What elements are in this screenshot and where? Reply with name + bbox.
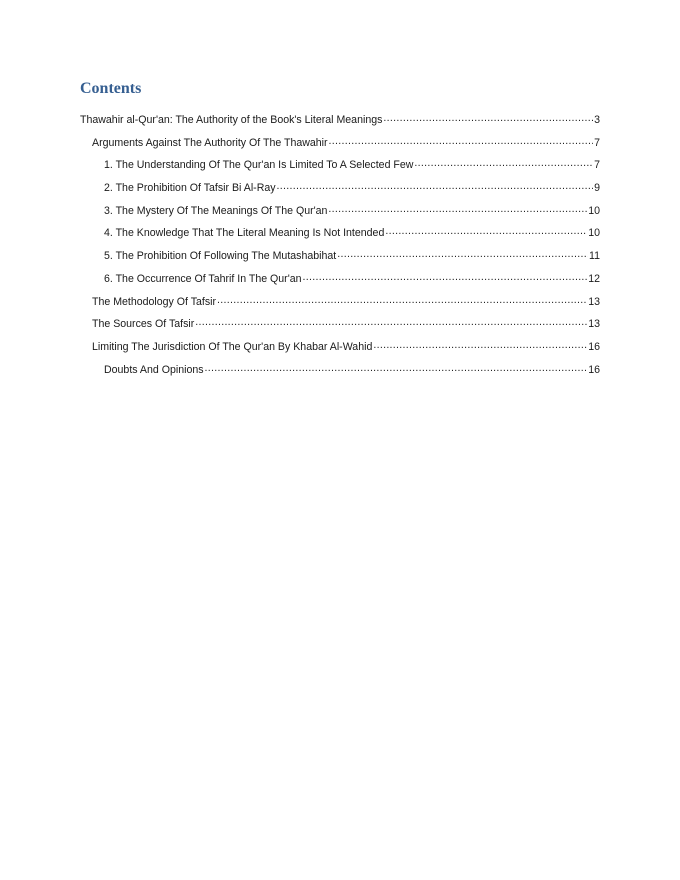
toc-entry[interactable] bbox=[80, 317, 600, 340]
toc-dot-leader bbox=[328, 204, 587, 214]
toc-page-number: 12 bbox=[588, 272, 600, 285]
toc-dot-leader bbox=[303, 272, 588, 282]
toc-entry[interactable] bbox=[80, 113, 600, 136]
toc-page-number: 7 bbox=[594, 136, 600, 149]
toc-page-number: 9 bbox=[594, 182, 600, 195]
toc-entry[interactable] bbox=[80, 295, 600, 318]
toc-entry-title: Doubts And Opinions bbox=[104, 363, 204, 376]
toc-heading: Contents bbox=[80, 80, 142, 97]
toc-page-number: 10 bbox=[588, 227, 600, 240]
toc-page-number: 16 bbox=[588, 363, 600, 376]
toc-entry-title: Thawahir al-Qur'an: The Authority of the Book's Literal Meanings bbox=[80, 114, 383, 126]
toc-entry-title: 4. The Knowledge That The Literal Meaning Is Not Intended bbox=[104, 227, 385, 240]
toc-page-number: 10 bbox=[588, 204, 600, 217]
toc-entry-title: 1. The Understanding Of The Qur'an Is Limited To A Selected Few bbox=[104, 159, 414, 172]
toc-dot-leader bbox=[217, 295, 587, 305]
toc-entry[interactable] bbox=[80, 340, 600, 363]
toc-page-number: 3 bbox=[594, 114, 600, 126]
toc-dot-leader bbox=[277, 181, 594, 191]
toc-entry-title: Arguments Against The Authority Of The Thawahir bbox=[92, 136, 328, 149]
toc-dot-leader bbox=[329, 136, 594, 146]
toc-entry[interactable] bbox=[80, 204, 600, 227]
toc-page-number: 11 bbox=[589, 250, 600, 263]
toc-entry-title: 3. The Mystery Of The Meanings Of The Qur'an bbox=[104, 204, 328, 217]
toc-entry-title: 6. The Occurrence Of Tahrif In The Qur'an bbox=[104, 272, 302, 285]
toc-dot-leader bbox=[205, 363, 588, 373]
toc-dot-leader bbox=[383, 113, 593, 123]
toc-entry[interactable] bbox=[80, 249, 600, 272]
toc-page-number: 7 bbox=[594, 159, 600, 172]
toc-entry[interactable] bbox=[80, 363, 600, 386]
toc-page-number: 16 bbox=[588, 340, 600, 353]
toc-entry[interactable] bbox=[80, 181, 600, 204]
toc-dot-leader bbox=[373, 340, 587, 350]
table-of-contents bbox=[80, 113, 600, 385]
toc-entry[interactable] bbox=[80, 158, 600, 181]
toc-entry-title: 5. The Prohibition Of Following The Mutashabihat bbox=[104, 250, 337, 263]
toc-dot-leader bbox=[414, 158, 593, 168]
toc-entry-title: 2. The Prohibition Of Tafsir Bi Al-Ray bbox=[104, 182, 276, 195]
toc-entry-title: The Methodology Of Tafsir bbox=[92, 295, 217, 308]
toc-entry[interactable] bbox=[80, 136, 600, 159]
toc-dot-leader bbox=[337, 249, 588, 259]
toc-dot-leader bbox=[195, 317, 587, 327]
toc-entry-title: Limiting The Jurisdiction Of The Qur'an By Khabar Al-Wahid bbox=[92, 340, 373, 353]
toc-dot-leader bbox=[385, 226, 587, 236]
toc-entry-title: The Sources Of Tafsir bbox=[92, 318, 195, 331]
toc-page-number: 13 bbox=[588, 295, 600, 308]
toc-page-number: 13 bbox=[588, 318, 600, 331]
toc-entry[interactable] bbox=[80, 272, 600, 295]
toc-entry[interactable] bbox=[80, 226, 600, 249]
